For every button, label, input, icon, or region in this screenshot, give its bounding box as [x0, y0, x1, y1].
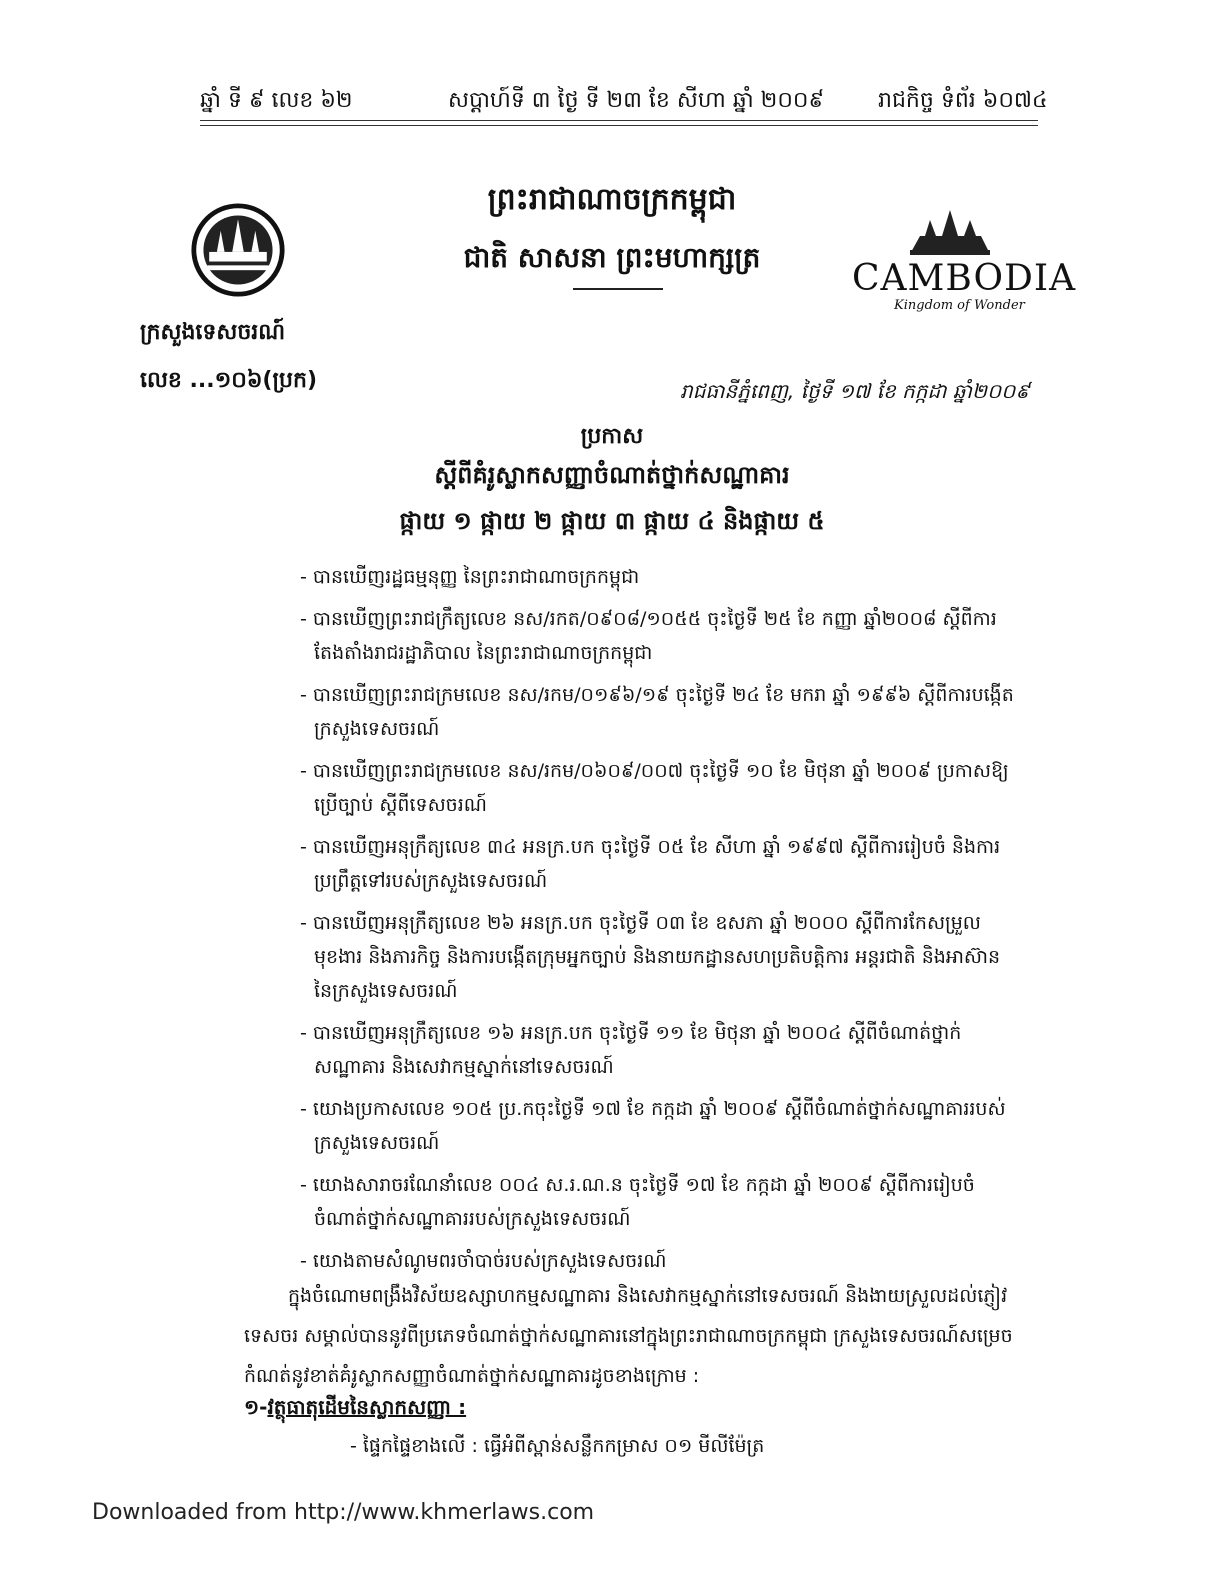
cambodia-brand-logo	[850, 206, 1077, 313]
document-number: លេខ ...១០៦(ប្រក)	[140, 368, 318, 393]
document-subject-stars: ផ្កាយ ១ ផ្កាយ ២ ផ្កាយ ៣ ផ្កាយ ៤ និងផ្កាយ ៥	[399, 507, 825, 535]
gazette-week-date: សប្ដាហ៍ទី ៣ ថ្ងៃ ទី ២៣ ខែ សីហា ឆ្នាំ ២០០៩	[448, 88, 825, 113]
list-item: - យោងតាមសំណូមពរចាំបាច់របស់ក្រសួងទេសចរណ៍	[300, 1250, 667, 1272]
brand-tagline: Kingdom of Wonder	[894, 298, 1025, 313]
document-date: រាជធានីភ្នំពេញ, ថ្ងៃទី ១៧ ខែ កក្កដា ឆ្នាំ២០០៩	[680, 379, 1030, 403]
kingdom-heading: ព្រះរាជាណាចក្រកម្ពុជា	[487, 182, 737, 217]
list-item: - យោងសារាចរណែនាំលេខ ០០៤ ស.រ.ណ.ន ចុះថ្ងៃទី ១៧ ខែ កក្កដា ឆ្នាំ ២០០៩ ស្ដីពីការរៀបចំចំណាត់ថ្នាក់សណ្ឋាគាររបស់ក្រសួងទេសចរណ៍	[300, 1174, 975, 1230]
gazette-page: រាជកិច្ច ទំព័រ ៦០៧៤	[878, 88, 1048, 113]
list-item: - បានឃើញអនុក្រឹត្យលេខ ១៦ អនក្រ.បក ចុះថ្ងៃទី ១១ ខែ មិថុនា ឆ្នាំ ២០០៤ ស្ដីពីចំណាត់ថ្នាក់សណ្ឋាគារ និងសេវាកម្មស្នាក់នៅទេសចរណ៍	[300, 1022, 962, 1078]
list-item: - បានឃើញអនុក្រឹត្យលេខ ៣៤ អនក្រ.បក ចុះថ្ងៃទី ០៥ ខែ សីហា ឆ្នាំ ១៩៩៧ ស្ដីពីការរៀបចំ និងការប្រព្រឹត្តទៅរបស់ក្រសួងទេសចរណ៍	[300, 836, 1001, 892]
gazette-issue: ឆ្នាំ ទី ៩ លេខ ៦២	[200, 88, 353, 113]
header-rule-second	[200, 125, 1038, 126]
document-type: ប្រកាស	[580, 424, 644, 449]
section-title: វត្ថុធាតុដើមនៃស្លាកសញ្ញា :	[267, 1395, 467, 1419]
national-motto: ជាតិ សាសនា ព្រះមហាក្សត្រ	[463, 241, 761, 274]
header-rule	[200, 120, 1038, 121]
angkor-skyline-icon	[850, 206, 1060, 256]
list-item: - បានឃើញរដ្ឋធម្មនុញ្ញ នៃព្រះរាជាណាចក្រកម្ពុជា	[300, 566, 640, 588]
ornament-divider	[573, 288, 663, 290]
ministry-name: ក្រសួងទេសចរណ៍	[140, 320, 286, 345]
list-item: - បានឃើញព្រះរាជក្រឹត្យលេខ នស/រកត/០៩០៨/១០៥៥ ចុះថ្ងៃទី ២៥ ខែ កញ្ញា ឆ្នាំ២០០៨ ស្ដីពីការតែងតាំងរាជរដ្ឋាភិបាល នៃព្រះរាជាណាចក្រកម្ពុជា	[300, 608, 997, 664]
section-heading	[244, 1394, 466, 1424]
download-source-footer: Downloaded from http://www.khmerlaws.com	[92, 1500, 595, 1525]
section-number: ១-	[244, 1395, 268, 1419]
list-item: - បានឃើញអនុក្រឹត្យលេខ ២៦ អនក្រ.បក ចុះថ្ងៃទី ០៣ ខែ ឧសភា ឆ្នាំ ២០០០ ស្ដីពីការកែសម្រួលមុខងារ និងភារកិច្ច និងការបង្កើតក្រុមអ្នកច្បាប់ និងនាយកដ្ឋានសហប្រតិបត្តិការ អន្តរជាតិ និងអាស៊ាន នៃក្រសួងទេសចរណ៍	[300, 912, 1001, 1002]
ministry-seal-icon	[190, 202, 286, 298]
list-item: - បានឃើញព្រះរាជក្រមលេខ នស/រកម/០១៩៦/១៩ ចុះថ្ងៃទី ២៤ ខែ មករា ឆ្នាំ ១៩៩៦ ស្ដីពីការបង្កើតក្រសួងទេសចរណ៍	[300, 684, 1014, 740]
list-item: - បានឃើញព្រះរាជក្រមលេខ នស/រកម/០៦០៩/០០៧ ចុះថ្ងៃទី ១០ ខែ មិថុនា ឆ្នាំ ២០០៩ ប្រកាសឱ្យប្រើច្បាប់ ស្ដីពីទេសចរណ៍	[300, 760, 1009, 816]
section-sub-item: - ផ្ទៃកផ្ទៃខាងលើ : ធ្វើអំពីស្ពាន់សន្លឹកកម្រាស ០១ មីលីម៉ែត្រ	[350, 1435, 765, 1457]
legal-basis-list	[300, 560, 1020, 1286]
document-subject: ស្ដីពីគំរូស្លាកសញ្ញាចំណាត់ថ្នាក់សណ្ឋាគារ	[434, 461, 790, 489]
list-item: - យោងប្រកាសលេខ ១០៥ ប្រ.កចុះថ្ងៃទី ១៧ ខែ កក្កដា ឆ្នាំ ២០០៩ ស្ដីពីចំណាត់ថ្នាក់សណ្ឋាគាររបស់ក្រសួងទេសចរណ៍	[300, 1098, 1006, 1154]
preamble-paragraph: ក្នុងចំណោមពង្រឹងវិស័យឧស្សាហកម្មសណ្ឋាគារ និងសេវាកម្មស្នាក់នៅទេសចរណ៍ និងងាយស្រួលដល់ភ្ញៀវទេសចរ សម្គាល់បាននូវពីប្រភេទចំណាត់ថ្នាក់សណ្ឋាគារនៅក្នុងព្រះរាជាណាចក្រកម្ពុជា ក្រសួងទេសចរណ៍សម្រេចកំណត់នូវខាត់គំរូស្លាកសញ្ញាចំណាត់ថ្នាក់សណ្ឋាគារដូចខាងក្រោម :	[244, 1285, 1013, 1387]
brand-name: CAMBODIA	[852, 258, 1077, 299]
